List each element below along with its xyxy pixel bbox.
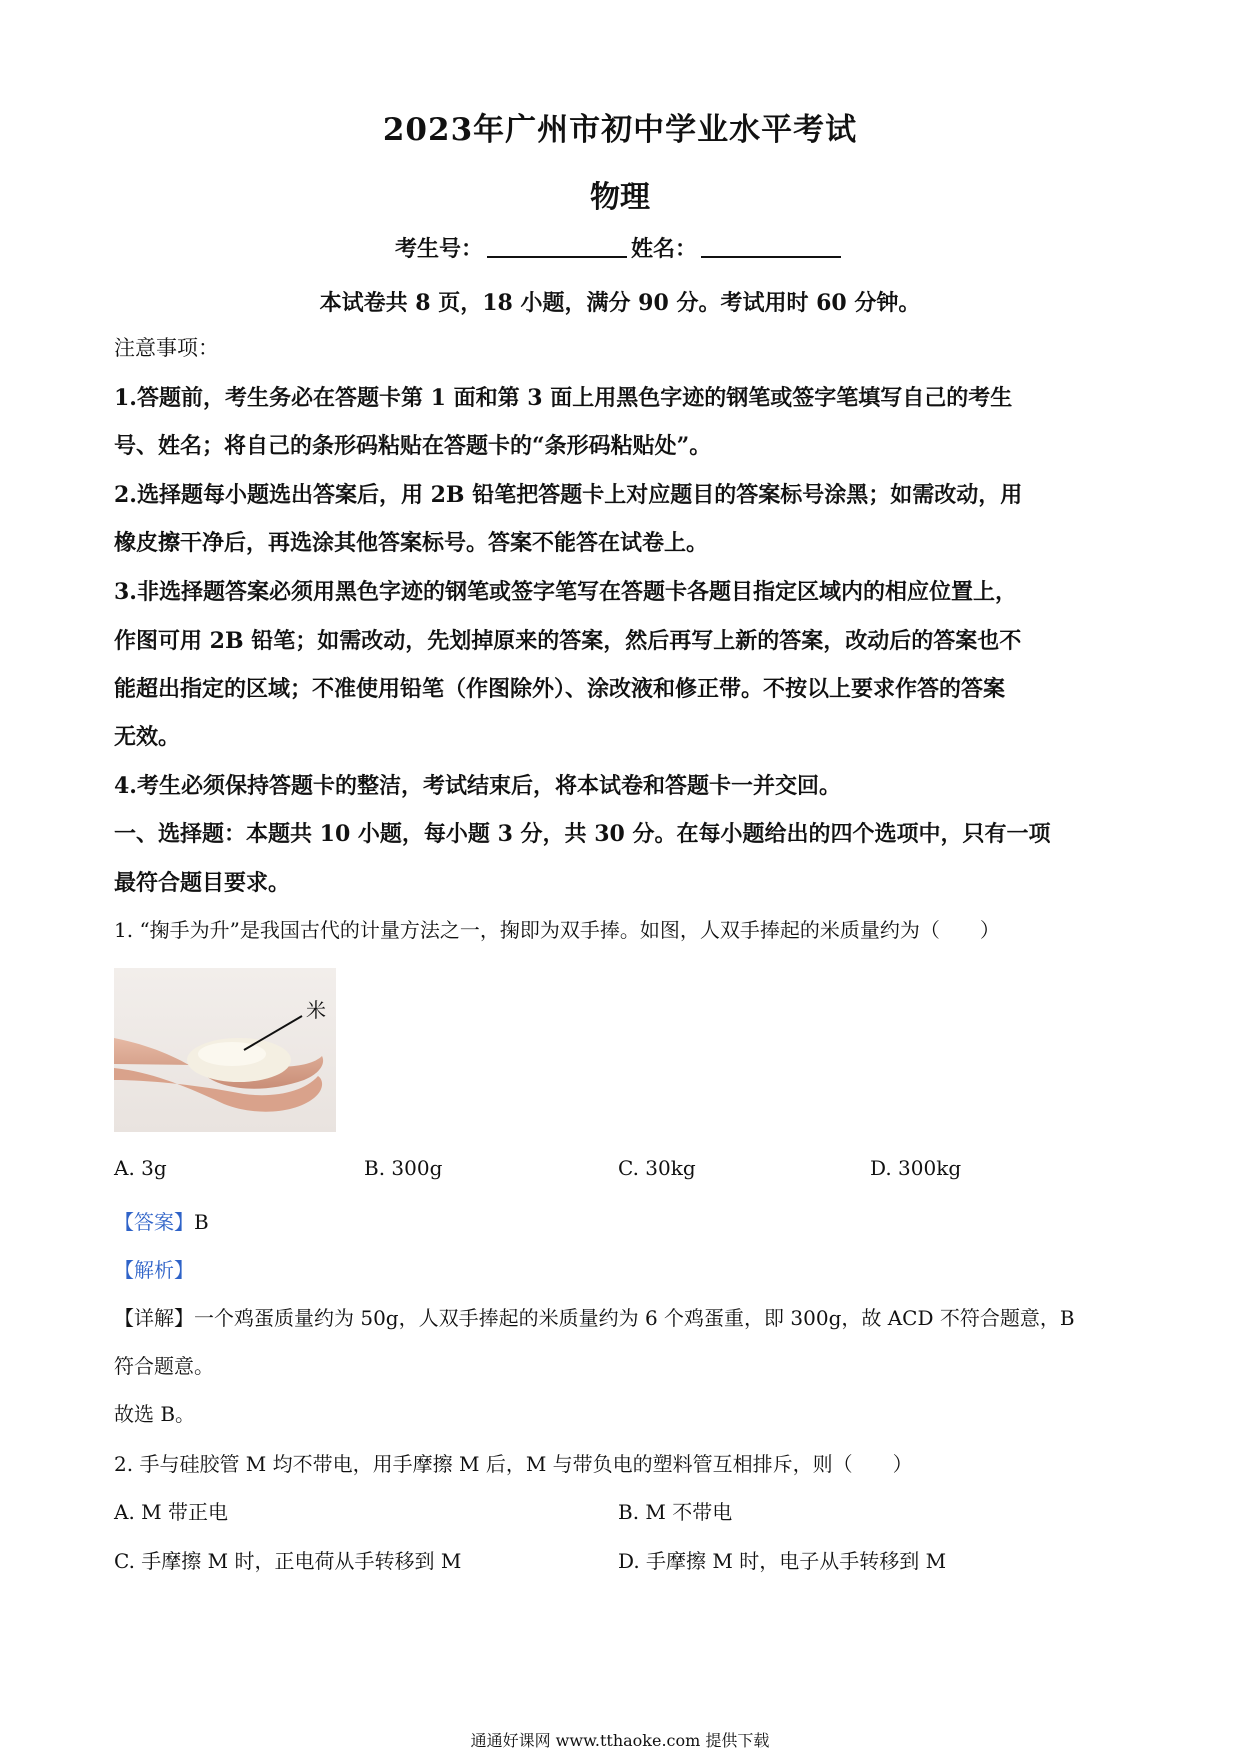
q1-detail-line-1 bbox=[114, 1302, 1075, 1331]
q1-detail-line-2: 符合题意。 bbox=[114, 1354, 214, 1378]
q1-conclusion: 故选 B。 bbox=[114, 1402, 196, 1426]
q2-option-a: A. M 带正电 bbox=[114, 1500, 228, 1524]
q1-option-b: B. 300g bbox=[364, 1156, 443, 1180]
notice-line-1: 1.答题前，考生务必在答题卡第 1 面和第 3 面上用黑色字迹的钢笔或签字笔填写自己的考生 bbox=[114, 385, 1013, 411]
q2-option-d: D. 手摩擦 M 时，电子从手转移到 M bbox=[618, 1549, 947, 1573]
candidate-info-line bbox=[0, 232, 1240, 263]
notice-line-8: 无效。 bbox=[114, 724, 181, 750]
q1-option-d: D. 300kg bbox=[870, 1156, 962, 1180]
exam-title: 2023年广州市初中学业水平考试 bbox=[382, 112, 858, 148]
q1-answer bbox=[114, 1206, 209, 1235]
notice-heading: 注意事项： bbox=[114, 336, 219, 360]
q2-option-c: C. 手摩擦 M 时，正电荷从手转移到 M bbox=[114, 1549, 462, 1573]
exam-info: 本试卷共 8 页，18 小题，满分 90 分。考试用时 60 分钟。 bbox=[319, 290, 921, 316]
detail-text: 一个鸡蛋质量约为 50g，人双手捧起的米质量约为 6 个鸡蛋重，即 300g，故 ACD 不符合题意，B bbox=[194, 1306, 1075, 1330]
notice-line-6: 作图可用 2B 铅笔；如需改动，先划掉原来的答案，然后再写上新的答案，改动后的答案也不 bbox=[114, 628, 1022, 654]
candidate-id-blank bbox=[487, 236, 627, 258]
notice-line-5: 3.非选择题答案必须用黑色字迹的钢笔或签字笔写在答题卡各题目指定区域内的相应位置上， bbox=[114, 579, 1017, 605]
q1-option-c: C. 30kg bbox=[618, 1156, 696, 1180]
q1-option-a: A. 3g bbox=[114, 1156, 167, 1180]
notice-line-3: 2.选择题每小题选出答案后，用 2B 铅笔把答题卡上对应题目的答案标号涂黑；如需改动，用 bbox=[114, 482, 1023, 508]
notice-line-7: 能超出指定的区域；不准使用铅笔（作图除外）、涂改液和修正带。不按以上要求作答的答案 bbox=[114, 676, 1006, 702]
rice-hands-illustration bbox=[114, 968, 336, 1132]
q2-stem: 2. 手与硅胶管 M 均不带电，用手摩擦 M 后，M 与带负电的塑料管互相排斥，则（ ） bbox=[114, 1452, 913, 1476]
section-heading-line-2: 最符合题目要求。 bbox=[114, 870, 291, 896]
notice-line-4: 橡皮擦干净后，再选涂其他答案标号。答案不能答在试卷上。 bbox=[114, 530, 709, 556]
rice-hands-photo bbox=[114, 968, 336, 1132]
page-footer: 通通好课网 www.tthaoke.com 提供下载 bbox=[470, 1731, 770, 1750]
analysis-tag: 【解析】 bbox=[114, 1258, 194, 1282]
rice-label: 米 bbox=[306, 998, 326, 1022]
exam-subject: 物理 bbox=[590, 180, 650, 215]
detail-tag: 【详解】 bbox=[114, 1306, 194, 1330]
q2-option-b: B. M 不带电 bbox=[618, 1500, 733, 1524]
candidate-id-label: 考生号： bbox=[394, 236, 483, 262]
notice-line-9: 4.考生必须保持答题卡的整洁，考试结束后，将本试卷和答题卡一并交回。 bbox=[114, 773, 841, 799]
candidate-name-blank bbox=[701, 236, 841, 258]
q1-stem: 1. “掬手为升”是我国古代的计量方法之一，掬即为双手捧。如图，人双手捧起的米质量约为（ ） bbox=[114, 918, 1000, 942]
answer-tag: 【答案】 bbox=[114, 1210, 194, 1234]
section-heading-line-1: 一、选择题：本题共 10 小题，每小题 3 分，共 30 分。在每小题给出的四个选项中，只有一项 bbox=[114, 821, 1051, 847]
notice-line-2: 号、姓名；将自己的条形码粘贴在答题卡的“条形码粘贴处”。 bbox=[114, 433, 712, 459]
candidate-name-label: 姓名： bbox=[631, 236, 698, 262]
answer-value: B bbox=[194, 1210, 209, 1234]
